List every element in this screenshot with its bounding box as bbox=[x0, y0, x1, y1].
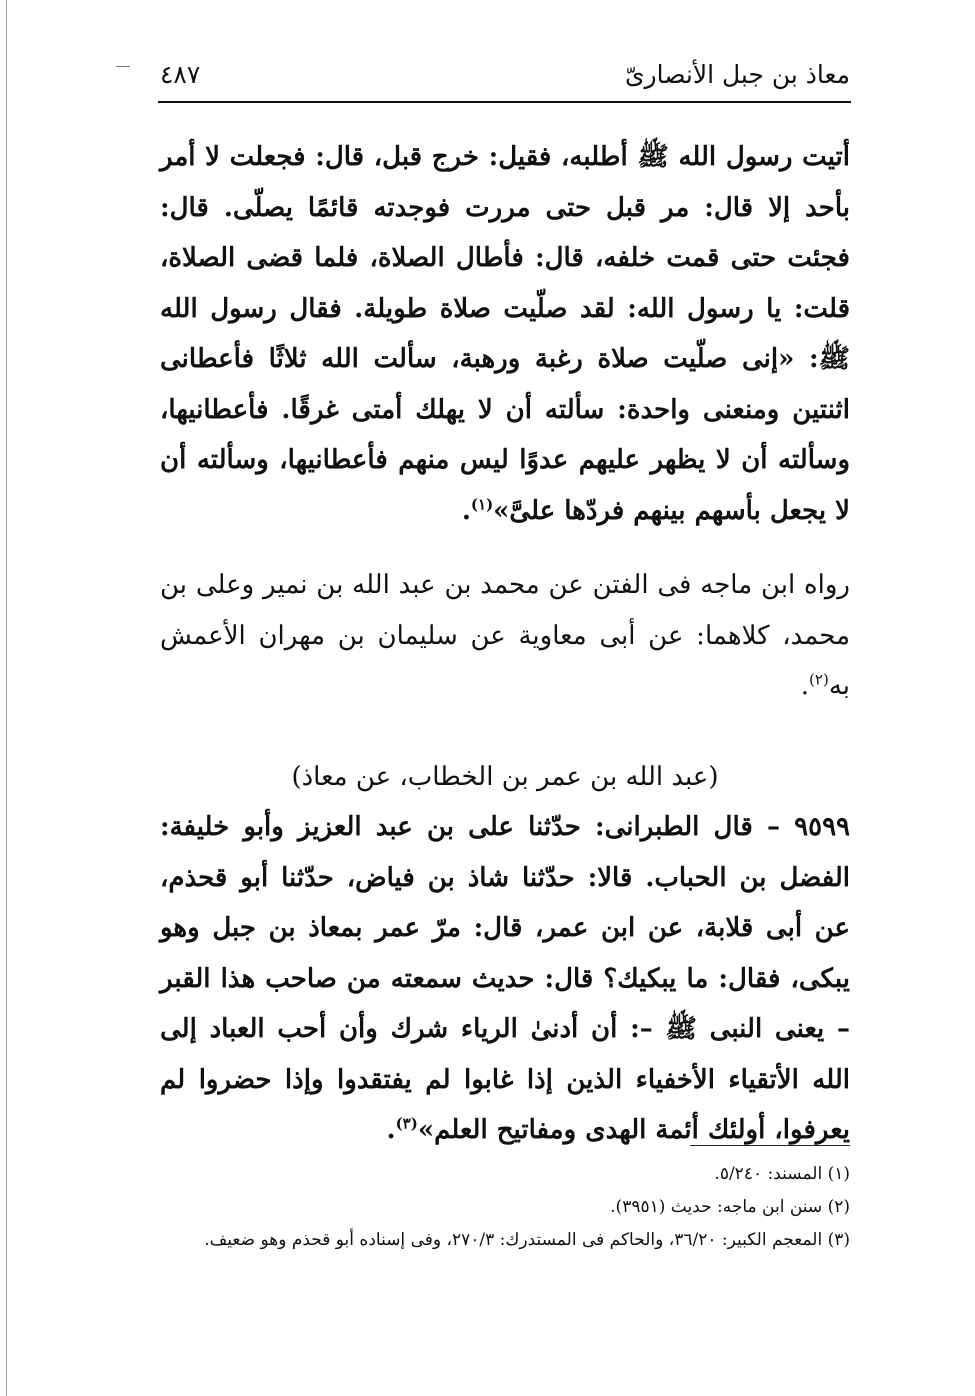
main-text bbox=[160, 132, 850, 1156]
running-header bbox=[160, 52, 850, 96]
footnote-marker: (١) bbox=[470, 494, 494, 513]
footnote-1: (١) المسند: ٥/٢٤٠. bbox=[714, 1164, 850, 1184]
footnote-rule bbox=[690, 1145, 850, 1146]
reference-paragraph bbox=[160, 560, 850, 712]
paragraph-end: . bbox=[461, 495, 471, 526]
hadith-continuation-paragraph bbox=[160, 132, 850, 536]
footnote-3: (٣) المعجم الكبير: ٣٦/٢٠، والحاكم فى المستدرك: ٢٧٠/٣، وفى إسناده أبو قحذم وهو ضعيف. bbox=[204, 1230, 850, 1250]
footnotes bbox=[150, 1158, 850, 1257]
paragraph-end: . bbox=[800, 671, 810, 701]
header-rule bbox=[158, 101, 851, 103]
paragraph-end: . bbox=[386, 1115, 396, 1145]
page-number: ٤٨٧ bbox=[160, 59, 201, 89]
running-title: معاذ بن جبل الأنصارىّ bbox=[624, 59, 850, 89]
margin-mark bbox=[116, 66, 130, 67]
paragraph-text: – قال الطبرانى: حدّثنا على بن عبد العزيز وأبو خليفة: الفضل بن الحباب. قالا: حدّثنا شاذ بن فياض، حدّثنا أبو قحذم، عن أبى قلابة، عن ابن عمر، قال: مرّ عمر بمعاذ بن جبل وهو يبكى، فقال: ما يبكيك؟ قال: حديث سمعته من صاحب هذا القبر – يعنى النبى ﷺ –: أن أدنىٰ الرياء شرك وأن أحب العباد إلى الله الأتقياء الأخفياء الذين إذا غابوا لم يفتقدوا وإذا حضروا لم يعرفوا، أولئك أئمة الهدى ومفاتيح العلم» bbox=[160, 812, 850, 1145]
page-binding-edge bbox=[6, 0, 7, 1396]
paragraph-text: أتيت رسول الله ﷺ أطلبه، فقيل: خرج قبل، قال: فجعلت لا أمر بأحد إلا قال: مر قبل حتى مررت فوجدته قائمًا يصلّى. قال: فجئت حتى قمت خلفه، قال: فأطال الصلاة، فلما قضى الصلاة، قلت: يا رسول الله: لقد صلّيت صلاة طويلة. فقال رسول الله ﷺ: «إنى صلّيت صلاة رغبة ورهبة، سألت الله ثلاثًا فأعطانى اثنتين ومنعنى واحدة: سألته أن لا يهلك أمتى غرقًا. فأعطانيها، وسألته أن لا يظهر عليهم عدوًا ليس منهم فأعطانيها، وسألته أن لا يجعل بأسهم بينهم فردّها علىَّ» bbox=[160, 142, 850, 526]
hadith-number: ٩٥٩٩ bbox=[794, 812, 850, 842]
paragraph-text: رواه ابن ماجه فى الفتن عن محمد بن عبد الله بن نمير وعلى بن محمد، كلاهما: عن أبى معاوية عن سليمان بن مهران الأعمش به bbox=[160, 570, 850, 701]
section-heading: (عبد الله بن عمر بن الخطاب، عن معاذ) bbox=[291, 761, 719, 792]
footnote-marker: (٢) bbox=[809, 670, 829, 689]
footnote-2: (٢) سنن ابن ماجه: حديث (٣٩٥١). bbox=[610, 1197, 850, 1217]
footnote-marker: (٣) bbox=[395, 1114, 418, 1133]
hadith-paragraph bbox=[160, 802, 850, 1156]
